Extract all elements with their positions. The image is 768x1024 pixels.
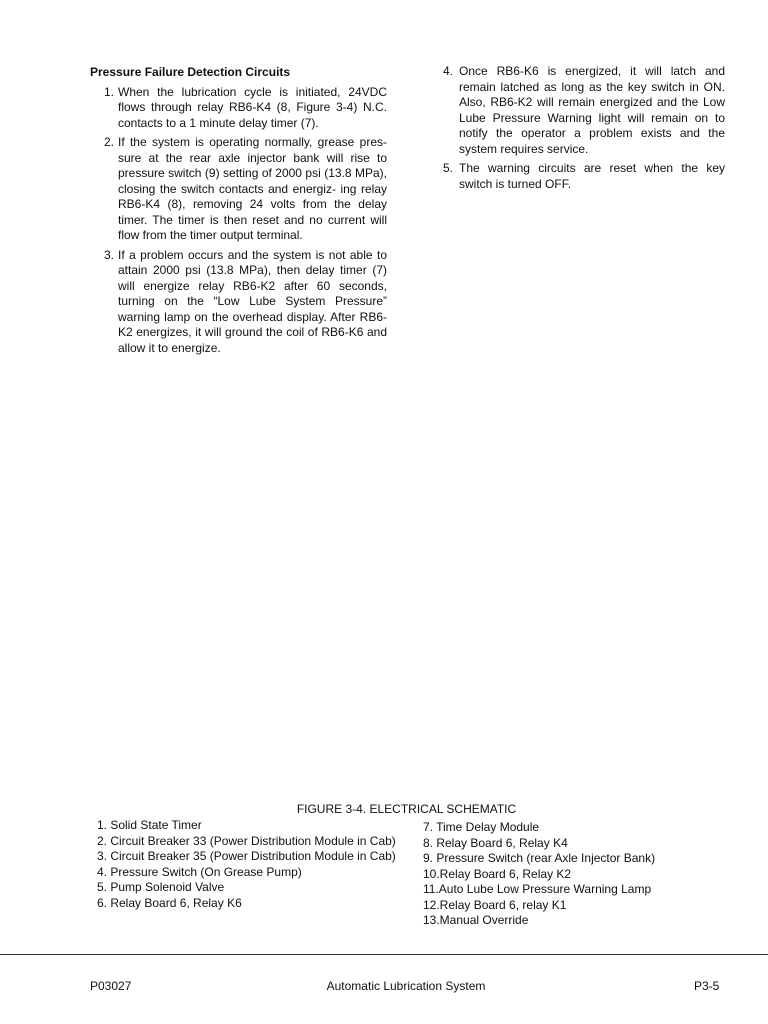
legend-item: 7. Time Delay Module <box>423 820 540 834</box>
legend-item: 4. Pressure Switch (On Grease Pump) <box>97 864 302 879</box>
document-title: Automatic Lubrication System <box>326 979 486 993</box>
footer-divider <box>0 954 768 955</box>
step-number: 4. <box>443 64 454 78</box>
left-step-list <box>90 85 387 357</box>
step-item <box>90 248 387 357</box>
legend-item: 13.Manual Override <box>423 913 529 927</box>
legend-item: 5. Pump Solenoid Valve <box>97 880 225 894</box>
figure-legend-right <box>423 820 723 929</box>
legend-item: 12.Relay Board 6, relay K1 <box>423 897 567 912</box>
step-text: Once RB6-K6 is energized, it will latch and remain latched as long as the key switch in ON. Also, RB6-K2 will remain energized and the Low Lube Pressure Warning light will remain on to notify the operator a problem exists and the system requires service. <box>459 64 725 156</box>
legend-item: 1. Solid State Timer <box>97 818 202 832</box>
figure-legend-left <box>97 818 397 911</box>
step-text: The warning circuits are reset when the key switch is turned OFF. <box>459 161 725 191</box>
step-number: 3. <box>104 247 115 262</box>
legend-item: 3. Circuit Breaker 35 (Power Distribution Module in Cab) <box>97 849 396 863</box>
figure-caption: FIGURE 3-4. ELECTRICAL SCHEMATIC <box>296 802 517 816</box>
legend-item: 9. Pressure Switch (rear Axle Injector Bank) <box>423 851 656 865</box>
legend-item: 6. Relay Board 6, Relay K6 <box>97 895 242 910</box>
step-item <box>443 161 725 192</box>
step-number: 2. <box>104 135 115 149</box>
step-number: 5. <box>443 161 454 175</box>
legend-item: 11.Auto Lube Low Pressure Warning Lamp <box>423 882 652 896</box>
section-heading: Pressure Failure Detection Circuits <box>90 65 291 79</box>
page-number: P3-5 <box>694 979 720 993</box>
legend-item: 8. Relay Board 6, Relay K4 <box>423 835 568 850</box>
step-item <box>90 85 387 132</box>
step-item <box>90 135 387 244</box>
step-number: 1. <box>104 84 115 99</box>
step-text: If the system is operating normally, grease pres- sure at the rear axle injector bank will rise to pressure switch (9) setting of 2000 psi (13.8 MPa), closing the switch contacts and energiz- ing relay RB6-K4 (8), removing 24 volts from the delay timer. The timer is then reset and no current will flow from the timer output terminal. <box>118 135 387 242</box>
step-text: When the lubrication cycle is initiated, 24VDC flows through relay RB6-K4 (8, Figure 3-4) N.C. contacts to a 1 minute delay timer (7). <box>118 84 387 130</box>
step-item <box>443 64 725 157</box>
left-text-column <box>90 64 387 360</box>
legend-item: 2. Circuit Breaker 33 (Power Distribution Module in Cab) <box>97 833 396 848</box>
document-number: P03027 <box>90 979 132 993</box>
right-step-list <box>443 64 725 192</box>
right-text-column <box>443 64 725 196</box>
legend-item: 10.Relay Board 6, Relay K2 <box>423 866 572 881</box>
step-text: If a problem occurs and the system is not able to attain 2000 psi (13.8 MPa), then delay timer (7) will energize relay RB6-K2 after 60 seconds, turning on the “Low Lube System Pressure” warning lamp on the overhead display. After RB6-K2 energizes, it will ground the coil of RB6-K6 and allow it to energize. <box>118 247 387 355</box>
